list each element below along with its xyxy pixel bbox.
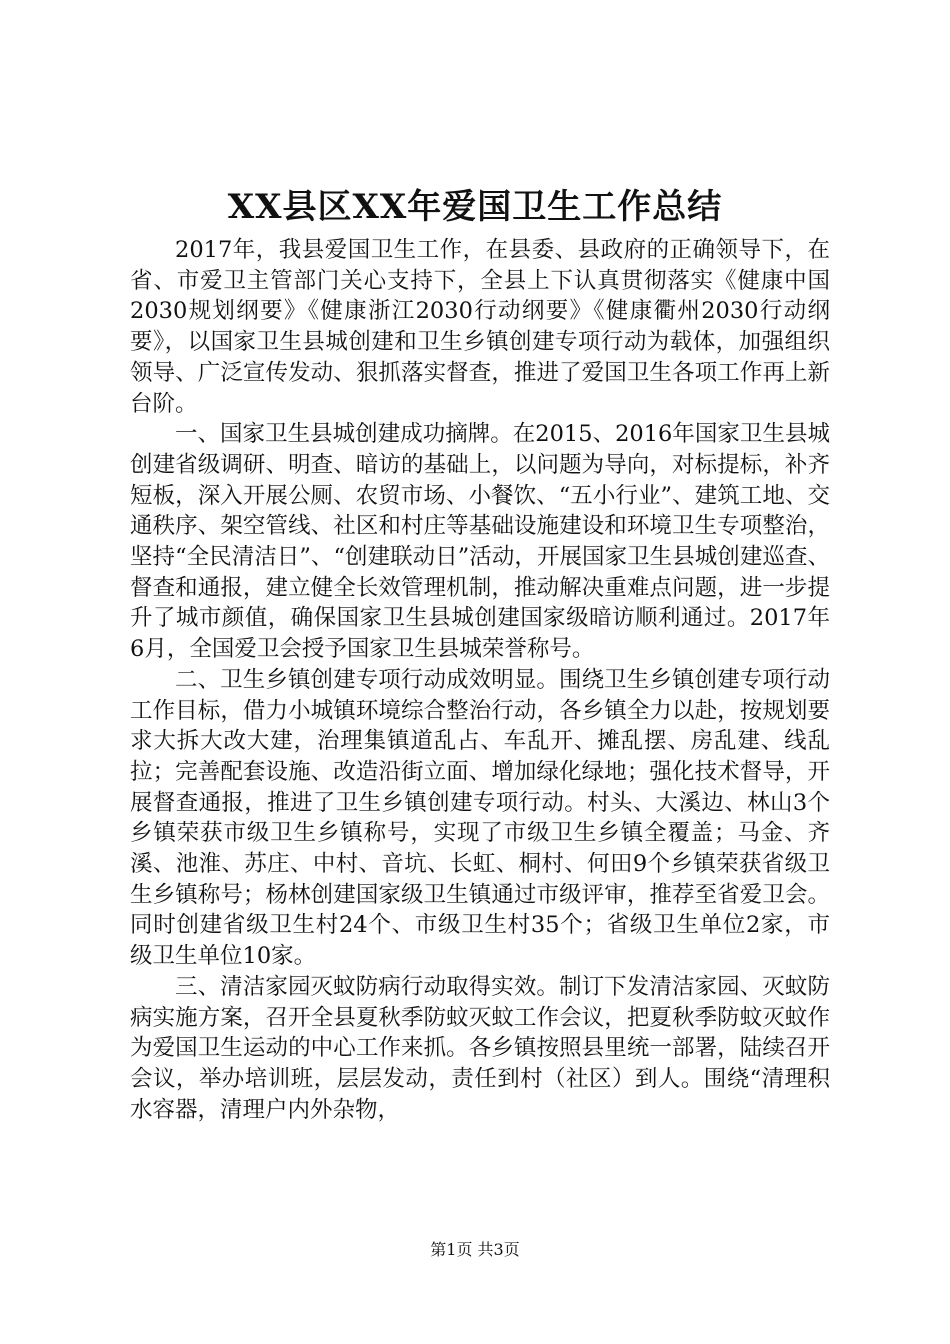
document-title: XX县区XX年爱国卫生工作总结: [227, 187, 723, 227]
document-body: [130, 235, 830, 1125]
paragraph-intro: 2017年，我县爱国卫生工作，在县委、县政府的正确领导下，在省、市爱卫主管部门关心支持下，全县上下认真贯彻落实《健康中国2030规划纲要》《健康浙江2030行动纲要》《健康衢州2030行动纲要》，以国家卫生县城创建和卫生乡镇创建专项行动为载体，加强组织领导、广泛宣传发动、狠抓落实督查，推进了爱国卫生各项工作再上新台阶。: [130, 237, 830, 417]
paragraph-section-1: 一、国家卫生县城创建成功摘牌。在2015、2016年国家卫生县城创建省级调研、明查、暗访的基础上，以问题为导向，对标提标，补齐短板，深入开展公厕、农贸市场、小餐饮、“五小行业”、建筑工地、交通秩序、架空管线、社区和村庄等基础设施建设和环境卫生专项整治，坚持“全民清洁日”、“创建联动日”活动，开展国家卫生县城创建巡查、督查和通报，建立健全长效管理机制，推动解决重难点问题，进一步提升了城市颜值，确保国家卫生县城创建国家级暗访顺利通过。2017年6月，全国爱卫会授予国家卫生县城荣誉称号。: [130, 421, 830, 663]
paragraph-section-3: 三、清洁家园灭蚊防病行动取得实效。制订下发清洁家园、灭蚊防病实施方案，召开全县夏秋季防蚊灭蚊工作会议，把夏秋季防蚊灭蚊作为爱国卫生运动的中心工作来抓。各乡镇按照县里统一部署，陆续召开会议，举办培训班，层层发动，责任到村（社区）到人。围绕“清理积水容器，清理户内外杂物，: [130, 973, 830, 1123]
paragraph-section-2: 二、卫生乡镇创建专项行动成效明显。围绕卫生乡镇创建专项行动工作目标，借力小城镇环境综合整治行动，各乡镇全力以赴，按规划要求大拆大改大建，治理集镇道乱占、车乱开、摊乱摆、房乱建、线乱拉；完善配套设施、改造沿街立面、增加绿化绿地；强化技术督导，开展督查通报，推进了卫生乡镇创建专项行动。村头、大溪边、林山3个乡镇荣获市级卫生乡镇称号，实现了市级卫生乡镇全覆盖；马金、齐溪、池淮、苏庄、中村、音坑、长虹、桐村、何田9个乡镇荣获省级卫生乡镇称号；杨林创建国家级卫生镇通过市级评审，推荐至省爱卫会。同时创建省级卫生村24个、市级卫生村35个；省级卫生单位2家，市级卫生单位10家。: [130, 666, 830, 970]
page-footer: 第1页 共3页: [430, 1240, 520, 1259]
